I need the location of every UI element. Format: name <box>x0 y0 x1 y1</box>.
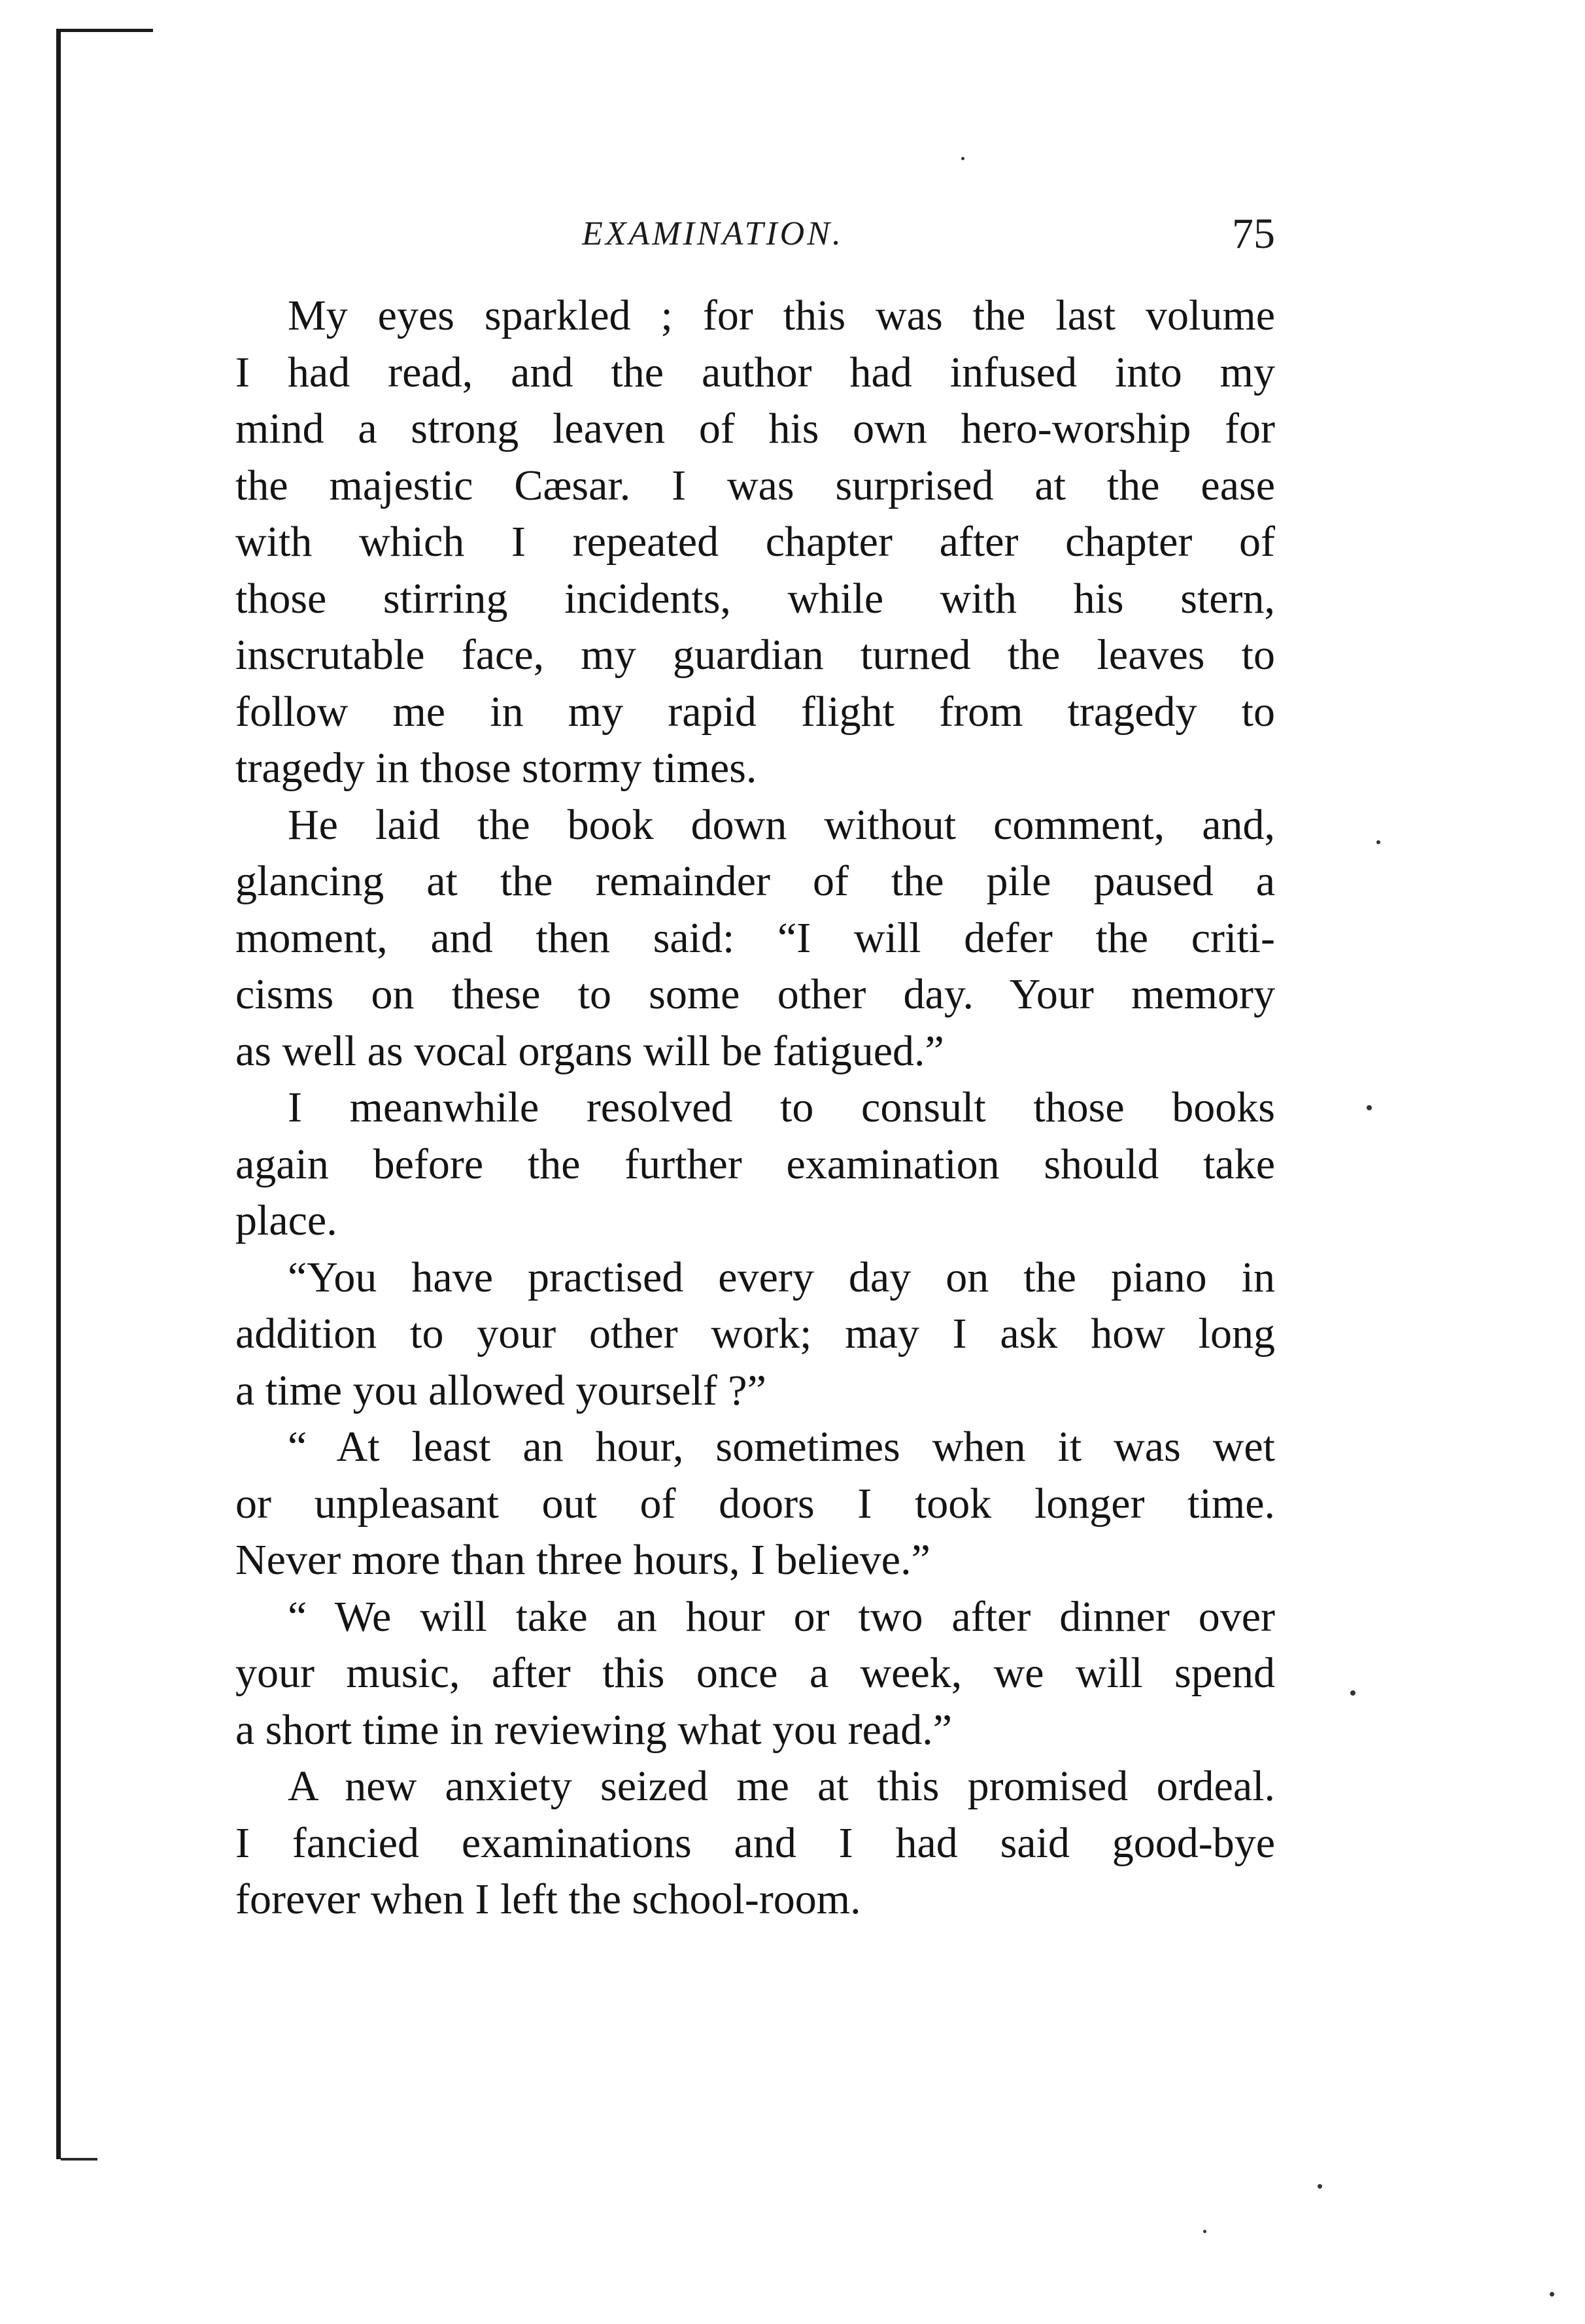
text-line: your music, after this once a week, we will spend <box>235 1649 1275 1697</box>
paragraph <box>235 1589 1275 1759</box>
text-line: I meanwhile resolved to consult those books <box>288 1084 1275 1131</box>
text-line: tragedy in those stormy times. <box>235 744 757 792</box>
text-line: those stirring incidents, while with his stern, <box>235 574 1275 623</box>
text-line: moment, and then said: “I will defer the criti- <box>235 914 1275 962</box>
paragraph <box>235 288 1275 797</box>
page-number: 75 <box>1232 210 1275 258</box>
text-line: “ We will take an hour or two after dinner over <box>288 1592 1275 1641</box>
binding-edge-top <box>56 29 153 32</box>
text-line: mind a strong leaven of his own hero-worship for <box>235 405 1275 453</box>
text-line: “You have practised every day on the piano in <box>288 1253 1275 1301</box>
binding-edge-tick <box>61 2158 97 2161</box>
page-body <box>235 288 1275 1928</box>
scan-speck <box>1318 2184 1322 2189</box>
paragraph <box>235 1419 1275 1589</box>
paragraph <box>235 1250 1275 1420</box>
scan-speck <box>1203 2230 1206 2233</box>
binding-edge <box>56 29 61 2159</box>
text-line: inscrutable face, my guardian turned the leaves to <box>235 631 1275 679</box>
paragraph <box>235 797 1275 1080</box>
text-line: or unpleasant out of doors I took longer time. <box>235 1479 1275 1528</box>
scan-speck <box>1550 2292 1554 2297</box>
scan-speck <box>1376 840 1380 844</box>
text-line: a short time in reviewing what you read.” <box>235 1705 952 1754</box>
text-line: cisms on these to some other day. Your memory <box>235 970 1275 1018</box>
text-line: forever when I left the school-room. <box>235 1875 861 1923</box>
text-line: My eyes sparkled ; for this was the last volume <box>288 292 1275 339</box>
text-line: “ At least an hour, sometimes when it was wet <box>288 1423 1275 1471</box>
scan-speck <box>1350 1690 1355 1696</box>
scan-speck <box>961 157 964 160</box>
paragraph <box>235 1080 1275 1250</box>
text-line: as well as vocal organs will be fatigued.” <box>235 1027 944 1075</box>
text-line: addition to your other work; may I ask how long <box>235 1310 1275 1358</box>
text-line: I fancied examinations and I had said good-bye <box>235 1819 1275 1867</box>
text-line: a time you allowed yourself ?” <box>235 1366 766 1414</box>
scan-speck <box>1367 1105 1372 1110</box>
text-line: glancing at the remainder of the pile paused a <box>235 857 1275 905</box>
text-line: again before the further examination should take <box>235 1140 1275 1188</box>
text-line: with which I repeated chapter after chapter of <box>235 518 1275 566</box>
text-line: I had read, and the author had infused into my <box>235 348 1275 396</box>
text-line: A new anxiety seized me at this promised ordeal. <box>288 1762 1275 1810</box>
running-head-title: EXAMINATION. <box>582 215 844 252</box>
text-line: Never more than three hours, I believe.” <box>235 1536 930 1584</box>
text-line: follow me in my rapid flight from tragedy to <box>235 687 1275 736</box>
text-line: place. <box>235 1197 337 1244</box>
running-head <box>235 208 1275 273</box>
paragraph <box>235 1758 1275 1928</box>
text-line: He laid the book down without comment, and, <box>288 800 1275 849</box>
text-line: the majestic Cæsar. I was surprised at the ease <box>235 461 1275 509</box>
